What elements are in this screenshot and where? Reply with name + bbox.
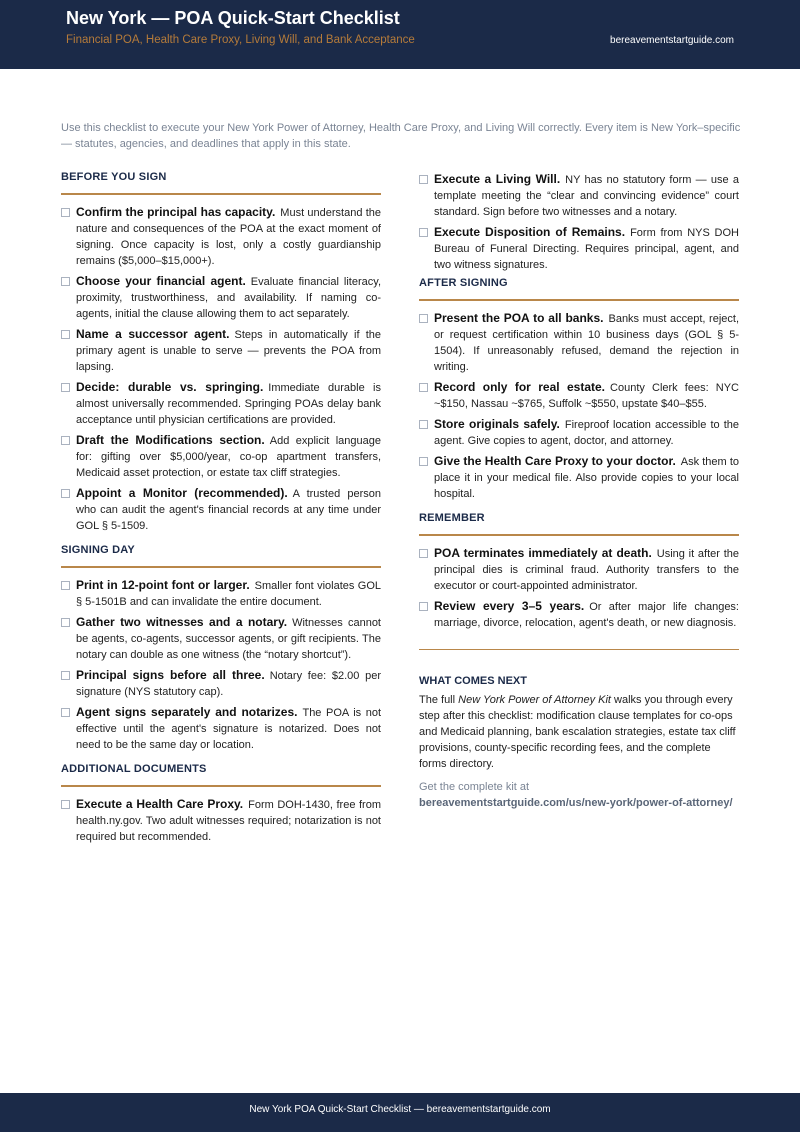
- item-lead: POA terminates immediately at death.: [434, 546, 652, 560]
- checklist-item: [61, 796, 381, 845]
- item-description: NY has no statutory form — use a template meeting the “clear and convincing evidence” court standard. Sign before two witnesses and a notary.: [434, 174, 740, 218]
- checkbox-icon[interactable]: [419, 602, 428, 611]
- item-description: Steps in automatically if the primary agent is unable to serve — prevents the POA from lapsing.: [76, 329, 381, 373]
- page-footer: New York POA Quick-Start Checklist — bereavementstartguide.com: [0, 1093, 800, 1132]
- checkbox-icon[interactable]: [61, 708, 70, 717]
- item-lead: Principal signs before all three.: [76, 668, 265, 682]
- item-lead: Execute Disposition of Remains.: [434, 225, 626, 239]
- item-lead: Record only for real estate.: [434, 380, 606, 394]
- checklist-item: [419, 310, 739, 375]
- section-divider: [419, 649, 739, 650]
- section-heading: BEFORE YOU SIGN: [61, 171, 381, 195]
- checklist-item: [419, 598, 739, 631]
- left-column: [61, 171, 381, 849]
- item-description: Form from NYS DOH Bureau of Funeral Directing. Requires principal, agent, and two witness signatures.: [434, 227, 739, 271]
- checkbox-icon[interactable]: [61, 436, 70, 445]
- checkbox-icon[interactable]: [61, 277, 70, 286]
- checkbox-icon[interactable]: [61, 208, 70, 217]
- checklist-item: [419, 453, 739, 502]
- item-description: Smaller font violates GOL § 5-1501B and can invalidate the entire document.: [76, 580, 381, 608]
- right-column: [419, 171, 739, 811]
- checklist-item: [61, 577, 381, 610]
- section-heading: REMEMBER: [419, 512, 739, 536]
- section-heading: AFTER SIGNING: [419, 277, 739, 301]
- checklist-item: [61, 614, 381, 663]
- checkbox-icon[interactable]: [61, 800, 70, 809]
- item-lead: Review every 3–5 years.: [434, 599, 585, 613]
- section-heading: SIGNING DAY: [61, 544, 381, 568]
- kit-link[interactable]: bereavementstartguide.com/us/new-york/power-of-attorney/: [419, 797, 733, 809]
- checkbox-icon[interactable]: [419, 314, 428, 323]
- page-header: [0, 0, 800, 69]
- item-lead: Present the POA to all banks.: [434, 311, 604, 325]
- intro-text: Use this checklist to execute your New York Power of Attorney, Health Care Proxy, and Living Will correctly. Every item is New York–specific — statutes, agencies, and deadlines that apply in this state.: [61, 122, 741, 150]
- item-lead: Store originals safely.: [434, 417, 560, 431]
- item-lead: Draft the Modifications section.: [76, 433, 265, 447]
- item-lead: Gather two witnesses and a notary.: [76, 615, 288, 629]
- checklist-item: [61, 667, 381, 700]
- kit-title: New York Power of Attorney Kit: [458, 694, 611, 706]
- item-lead: Confirm the principal has capacity.: [76, 205, 276, 219]
- item-lead: Give the Health Care Proxy to your doctor.: [434, 454, 676, 468]
- item-description: Add explicit language for: gifting over $5,000/year, co-op apartment transfers, Medicaid asset protection, or estate tax cliff strategies.: [76, 435, 382, 479]
- checkbox-icon[interactable]: [61, 330, 70, 339]
- page-title: New York — POA Quick-Start Checklist: [66, 8, 400, 28]
- item-description: The POA is not effective until the agent's signature is notarized. Does not need to be the same day or location.: [76, 707, 381, 751]
- item-lead: Agent signs separately and notarizes.: [76, 705, 298, 719]
- item-lead: Execute a Health Care Proxy.: [76, 797, 244, 811]
- checkbox-icon[interactable]: [419, 457, 428, 466]
- checkbox-icon[interactable]: [61, 383, 70, 392]
- checklist-item: [61, 704, 381, 753]
- checklist-item: [61, 273, 381, 322]
- checklist-item: [61, 379, 381, 428]
- item-description: County Clerk fees: NYC ~$150, Nassau ~$765, Suffolk ~$550, upstate $40–$55.: [434, 382, 739, 410]
- item-description: Immediate durable is almost universally recommended. Springing POAs delay bank acceptance until physician certifications are provided.: [76, 382, 381, 426]
- item-lead: Appoint a Monitor (recommended).: [76, 486, 288, 500]
- checkbox-icon[interactable]: [419, 549, 428, 558]
- what-comes-next-heading: WHAT COMES NEXT: [419, 675, 527, 687]
- item-description: Using it after the principal dies is criminal fraud. Authority transfers to the executor or court-appointed administrator.: [434, 548, 739, 592]
- item-description: Witnesses cannot be agents, co-agents, successor agents, or gift recipients. The notary can double as one witness (the “notary shortcut”).: [76, 617, 381, 661]
- item-description: Banks must accept, reject, or request certification within 10 business days (GOL § 5-1504). If unreasonably refused, demand the rejection in writing.: [434, 313, 740, 373]
- page-subtitle: Financial POA, Health Care Proxy, Living Will, and Bank Acceptance: [66, 34, 415, 46]
- section-heading: ADDITIONAL DOCUMENTS: [61, 763, 381, 787]
- checkbox-icon[interactable]: [419, 175, 428, 184]
- checklist-item: [61, 432, 381, 481]
- checkbox-icon[interactable]: [61, 581, 70, 590]
- what-comes-next-body: [419, 692, 739, 772]
- item-description: Fireproof location accessible to the agent. Give copies to agent, doctor, and attorney.: [434, 419, 739, 447]
- checklist-item: [419, 416, 739, 449]
- checkbox-icon[interactable]: [419, 383, 428, 392]
- header-site-link[interactable]: bereavementstartguide.com: [610, 35, 734, 46]
- item-lead: Print in 12-point font or larger.: [76, 578, 250, 592]
- checklist-item: [419, 224, 739, 273]
- checklist-item: [61, 204, 381, 269]
- checklist-item: [61, 326, 381, 375]
- checkbox-icon[interactable]: [61, 671, 70, 680]
- next-body-text-pre: The full: [419, 694, 459, 706]
- item-lead: Choose your financial agent.: [76, 274, 246, 288]
- checklist-item: [419, 171, 739, 220]
- checklist-item: [419, 545, 739, 594]
- checkbox-icon[interactable]: [61, 618, 70, 627]
- item-lead: Decide: durable vs. springing.: [76, 380, 264, 394]
- checkbox-icon[interactable]: [419, 228, 428, 237]
- checklist-item: [61, 485, 381, 534]
- item-description: Evaluate financial literacy, proximity, trustworthiness, and availability. If naming co-agents, initial the clause allowing them to act separately.: [76, 276, 381, 320]
- item-description: Must understand the nature and consequences of the POA at the exact moment of signing. Once capacity is lost, only a costly guardianship remains ($5,000–$15,000+).: [76, 207, 381, 267]
- next-body-text-post: walks you through every step after this checklist: modification clause templates for co-ops and Medicaid planning, bank escalation strategies, estate tax cliff provisions, county-specific recording fees, and the complete forms directory.: [419, 694, 736, 770]
- checklist-item: [419, 379, 739, 412]
- item-lead: Execute a Living Will.: [434, 172, 561, 186]
- item-description: Ask them to place it in your medical file. Also provide copies to your local hospital.: [434, 456, 739, 500]
- item-lead: Name a successor agent.: [76, 327, 230, 341]
- item-description: Form DOH-1430, free from health.ny.gov. Two adult witnesses required; notarization is not required but recommended.: [76, 799, 381, 843]
- checkbox-icon[interactable]: [61, 489, 70, 498]
- checkbox-icon[interactable]: [419, 420, 428, 429]
- item-description: Notary fee: $2.00 per signature (NYS statutory cap).: [76, 670, 381, 698]
- item-description: Or after major life changes: marriage, divorce, relocation, agent's death, or new diagnosis.: [434, 601, 739, 629]
- item-description: A trusted person who can audit the agent's financial records at any time under GOL § 5-1509.: [76, 488, 381, 532]
- kit-label: Get the complete kit at: [419, 781, 530, 793]
